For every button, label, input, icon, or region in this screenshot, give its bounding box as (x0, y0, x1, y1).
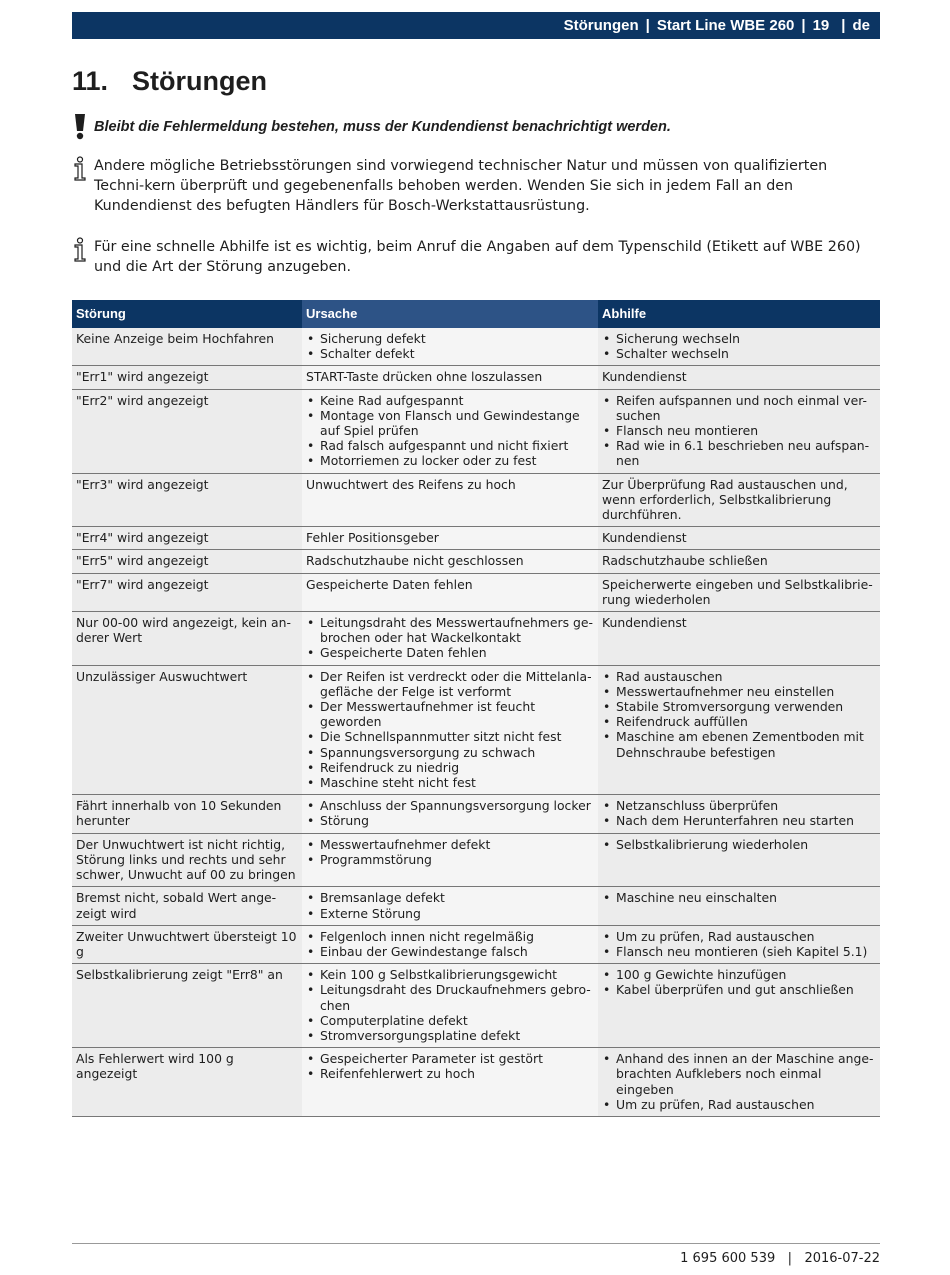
cause-cell (302, 964, 598, 1048)
list-item: • Bremsanlage defekt (306, 890, 594, 905)
table-row (72, 887, 880, 925)
list-item: • Maschine am ebenen Zementboden mit Dehnschraube befestigen (602, 729, 876, 759)
bullet-list (602, 798, 876, 828)
list-item: • Der Messwertaufnehmer ist feucht geworden (306, 699, 594, 729)
fault-cell: "Err3" wird angezeigt (72, 473, 302, 527)
remedy-cell (598, 1048, 880, 1117)
table-row (72, 833, 880, 887)
list-item: • Leitungsdraht des Messwertaufnehmers ge-brochen oder hat Wackelkontakt (306, 615, 594, 645)
column-header-fault: Störung (72, 300, 302, 328)
list-item: • Montage von Flansch und Gewindestange auf Spiel prüfen (306, 408, 594, 438)
column-header-remedy: Abhilfe (598, 300, 880, 328)
header-product: Start Line WBE 260 (656, 17, 795, 34)
fault-cell: Unzulässiger Auswuchtwert (72, 665, 302, 795)
remedy-cell (598, 795, 880, 833)
fault-cell: Zweiter Unwuchtwert übersteigt 10 g (72, 925, 302, 963)
cause-cell (302, 887, 598, 925)
table-row (72, 527, 880, 550)
remedy-cell (598, 925, 880, 963)
bullet-list (306, 1051, 594, 1081)
list-item: • Reifendruck zu niedrig (306, 760, 594, 775)
table-row (72, 1048, 880, 1117)
list-item: • Einbau der Gewindestange falsch (306, 944, 594, 959)
page-header-bar (72, 12, 880, 39)
cause-cell (302, 612, 598, 666)
table-row (72, 964, 880, 1048)
warning-note (72, 113, 880, 141)
bullet-list (602, 1051, 876, 1112)
cause-cell: Fehler Positionsgeber (302, 527, 598, 550)
remedy-cell: Kundendienst (598, 366, 880, 389)
list-item: • Flansch neu montieren (602, 423, 876, 438)
bullet-list (306, 837, 594, 867)
list-item: • Maschine steht nicht fest (306, 775, 594, 790)
table-header-row (72, 300, 880, 328)
list-item: • Störung (306, 813, 594, 828)
bullet-list (602, 331, 876, 361)
bullet-list (306, 967, 594, 1043)
fault-cell: Fährt innerhalb von 10 Sekunden herunter (72, 795, 302, 833)
list-item: • Reifenfehlerwert zu hoch (306, 1066, 594, 1081)
list-item: • Rad falsch aufgespannt und nicht fixiert (306, 438, 594, 453)
bullet-list (306, 615, 594, 661)
table-row (72, 389, 880, 473)
list-item: • Nach dem Herunterfahren neu starten (602, 813, 876, 828)
page-footer (680, 1251, 880, 1266)
list-item: • Kein 100 g Selbstkalibrierungsgewicht (306, 967, 594, 982)
bullet-list (602, 890, 876, 905)
page-title (72, 66, 267, 97)
remedy-cell: Zur Überprüfung Rad austauschen und, wenn erforderlich, Selbstkalibrierung durchführen. (598, 473, 880, 527)
table-row (72, 550, 880, 573)
fault-cell: Selbstkalibrierung zeigt "Err8" an (72, 964, 302, 1048)
bullet-list (602, 669, 876, 760)
list-item: • Sicherung defekt (306, 331, 594, 346)
list-item: • Reifendruck auffüllen (602, 714, 876, 729)
bullet-list (602, 967, 876, 997)
remedy-cell (598, 833, 880, 887)
list-item: • Die Schnellspannmutter sitzt nicht fest (306, 729, 594, 744)
list-item: • Messwertaufnehmer neu einstellen (602, 684, 876, 699)
bullet-list (306, 331, 594, 361)
list-item: • Rad wie in 6.1 beschrieben neu aufspan-nen (602, 438, 876, 468)
header-section: Störungen (563, 17, 639, 34)
fault-cell: "Err4" wird angezeigt (72, 527, 302, 550)
list-item: • Externe Störung (306, 906, 594, 921)
fault-cell: "Err1" wird angezeigt (72, 366, 302, 389)
bullet-list (306, 393, 594, 469)
list-item: • Stromversorgungsplatine defekt (306, 1028, 594, 1043)
fault-cell: Als Fehlerwert wird 100 g angezeigt (72, 1048, 302, 1117)
header-separator: | (801, 17, 806, 34)
warning-text: Bleibt die Fehlermeldung bestehen, muss der Kundendienst benachrichtigt werden. (94, 119, 671, 135)
list-item: • Schalter wechseln (602, 346, 876, 361)
list-item: • Rad austauschen (602, 669, 876, 684)
header-separator: | (645, 17, 650, 34)
exclamation-icon (72, 113, 90, 145)
list-item: • Der Reifen ist verdreckt oder die Mittelanla-gefläche der Felge ist verformt (306, 669, 594, 699)
cause-cell (302, 1048, 598, 1117)
cause-cell (302, 665, 598, 795)
list-item: • Keine Rad aufgespannt (306, 393, 594, 408)
remedy-cell (598, 887, 880, 925)
list-item: • 100 g Gewichte hinzufügen (602, 967, 876, 982)
remedy-cell (598, 328, 880, 366)
fault-cell: Nur 00-00 wird angezeigt, kein an-derer Wert (72, 612, 302, 666)
column-header-cause: Ursache (302, 300, 598, 328)
info-text: Andere mögliche Betriebsstörungen sind vorwiegend technischer Natur und müssen von qualifizierten Techni-kern überprüft und gegebenenfalls behoben werden. Wenden Sie sich in jedem Fall an den Kundendienst des befugten Händlers für Bosch-Werkstattausrüstung. (94, 158, 828, 214)
bullet-list (306, 890, 594, 920)
list-item: • Maschine neu einschalten (602, 890, 876, 905)
list-item: • Computerplatine defekt (306, 1013, 594, 1028)
table-row (72, 366, 880, 389)
fault-cell: Der Unwuchtwert ist nicht richtig, Störung links und rechts und sehr schwer, Unwucht auf 00 zu bringen (72, 833, 302, 887)
cause-cell (302, 833, 598, 887)
table-row (72, 573, 880, 611)
cause-cell (302, 328, 598, 366)
info-note (72, 156, 880, 216)
table-row (72, 473, 880, 527)
header-separator: | (841, 17, 846, 34)
fault-cell: Keine Anzeige beim Hochfahren (72, 328, 302, 366)
info-icon (72, 237, 90, 267)
bullet-list (602, 393, 876, 469)
header-page-number: 19 (812, 17, 830, 34)
bullet-list (306, 929, 594, 959)
cause-cell (302, 925, 598, 963)
fault-cell: "Err5" wird angezeigt (72, 550, 302, 573)
remedy-cell: Kundendienst (598, 612, 880, 666)
fault-cell: "Err7" wird angezeigt (72, 573, 302, 611)
list-item: • Sicherung wechseln (602, 331, 876, 346)
list-item: • Schalter defekt (306, 346, 594, 361)
info-text: Für eine schnelle Abhilfe ist es wichtig, beim Anruf die Angaben auf dem Typenschild (Etikett auf WBE 260) und die Art der Störung anzugeben. (94, 239, 861, 275)
info-icon (72, 156, 90, 186)
footer-divider (72, 1243, 880, 1244)
cause-cell (302, 795, 598, 833)
remedy-cell: Radschutzhaube schließen (598, 550, 880, 573)
table-row (72, 612, 880, 666)
remedy-cell: Kundendienst (598, 527, 880, 550)
list-item: • Programmstörung (306, 852, 594, 867)
list-item: • Anschluss der Spannungsversorgung locker (306, 798, 594, 813)
list-item: • Gespeicherter Parameter ist gestört (306, 1051, 594, 1066)
fault-cell: Bremst nicht, sobald Wert ange-zeigt wird (72, 887, 302, 925)
list-item: • Messwertaufnehmer defekt (306, 837, 594, 852)
bullet-list (306, 669, 594, 791)
table-row (72, 665, 880, 795)
table-row (72, 328, 880, 366)
remedy-cell (598, 964, 880, 1048)
section-number: 11. (72, 66, 109, 96)
list-item: • Felgenloch innen nicht regelmäßig (306, 929, 594, 944)
cause-cell: Radschutzhaube nicht geschlossen (302, 550, 598, 573)
table-row (72, 925, 880, 963)
list-item: • Netzanschluss überprüfen (602, 798, 876, 813)
list-item: • Anhand des innen an der Maschine ange-brachten Aufklebers noch einmal eingeben (602, 1051, 876, 1097)
cause-cell: Gespeicherte Daten fehlen (302, 573, 598, 611)
cause-cell: START-Taste drücken ohne loszulassen (302, 366, 598, 389)
remedy-cell (598, 389, 880, 473)
list-item: • Spannungsversorgung zu schwach (306, 745, 594, 760)
list-item: • Flansch neu montieren (sieh Kapitel 5.1) (602, 944, 876, 959)
header-language: de (852, 17, 870, 34)
fault-cell: "Err2" wird angezeigt (72, 389, 302, 473)
document-date: 2016-07-22 (804, 1251, 880, 1266)
troubleshooting-table (72, 300, 880, 1117)
section-title: Störungen (132, 66, 267, 96)
list-item: • Gespeicherte Daten fehlen (306, 645, 594, 660)
list-item: • Selbstkalibrierung wiederholen (602, 837, 876, 852)
list-item: • Reifen aufspannen und noch einmal ver-suchen (602, 393, 876, 423)
bullet-list (306, 798, 594, 828)
bullet-list (602, 929, 876, 959)
info-note (72, 237, 880, 277)
footer-separator: | (787, 1251, 793, 1266)
list-item: • Um zu prüfen, Rad austauschen (602, 1097, 876, 1112)
list-item: • Um zu prüfen, Rad austauschen (602, 929, 876, 944)
cause-cell (302, 389, 598, 473)
remedy-cell: Speicherwerte eingeben und Selbstkalibrie-rung wiederholen (598, 573, 880, 611)
cause-cell: Unwuchtwert des Reifens zu hoch (302, 473, 598, 527)
list-item: • Kabel überprüfen und gut anschließen (602, 982, 876, 997)
remedy-cell (598, 665, 880, 795)
document-number: 1 695 600 539 (680, 1251, 776, 1266)
list-item: • Leitungsdraht des Druckaufnehmers gebro-chen (306, 982, 594, 1012)
table-row (72, 795, 880, 833)
bullet-list (602, 837, 876, 852)
list-item: • Motorriemen zu locker oder zu fest (306, 453, 594, 468)
list-item: • Stabile Stromversorgung verwenden (602, 699, 876, 714)
